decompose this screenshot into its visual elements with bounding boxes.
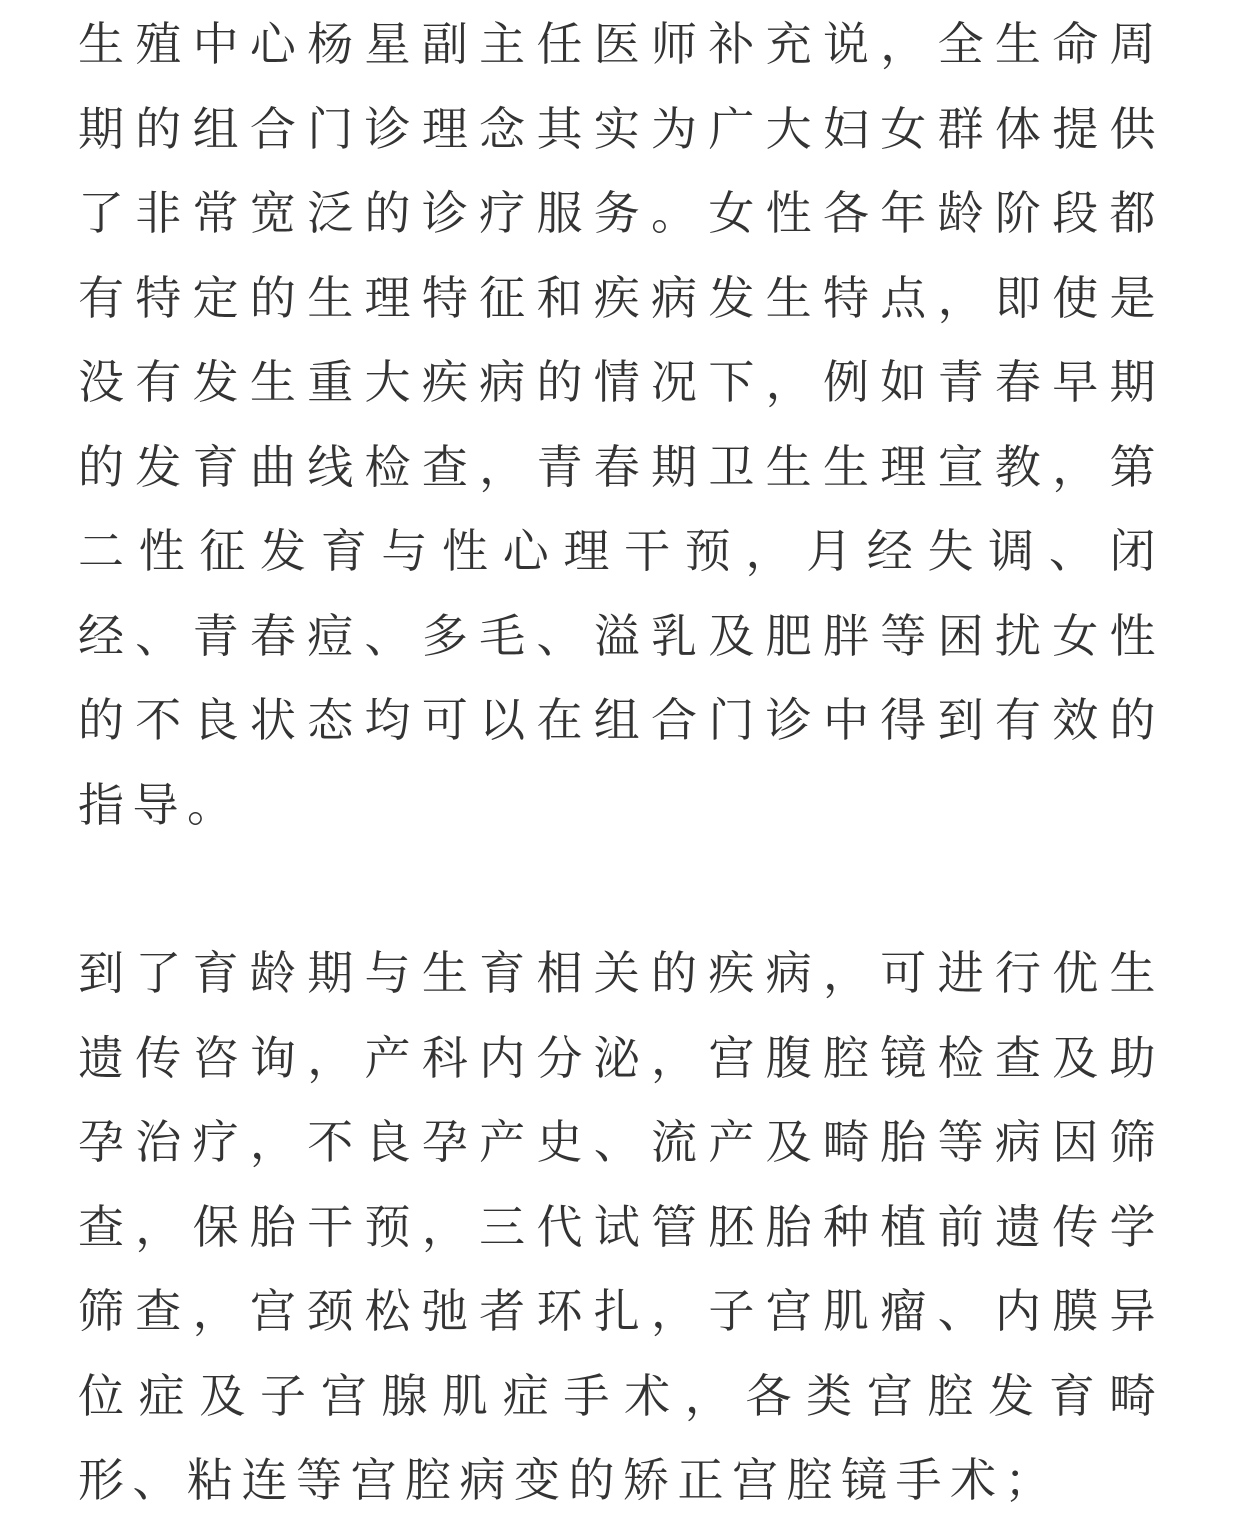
paragraph-reproductive-age: 到了育龄期与生育相关的疾病，可进行优生遗传咨询，产科内分泌，宫腹腔镜检查及助孕治疗，不良孕产史、流产及畸胎等病因筛查，保胎干预，三代试管胚胎种植前遗传学筛查，宫颈松弛者环扎，子宫肌瘤、内膜异位症及子宫腺肌症手术，各类宫腔发育畸形、粘连等宫腔病变的矫正宫腔镜手术；	[78, 946, 1164, 1507]
paragraph-lifecycle-clinic: 生殖中心杨星副主任医师补充说，全生命周期的组合门诊理念其实为广大妇女群体提供了非常宽泛的诊疗服务。女性各年龄阶段都有特定的生理特征和疾病发生特点，即使是没有发生重大疾病的情况下，例如青春早期的发育曲线检查，青春期卫生生理宣教，第二性征发育与性心理干预，月经失调、闭经、青春痘、多毛、溢乳及肥胖等困扰女性的不良状态均可以在组合门诊中得到有效的指导。	[78, 17, 1164, 832]
article-body	[78, 2, 1164, 1523]
